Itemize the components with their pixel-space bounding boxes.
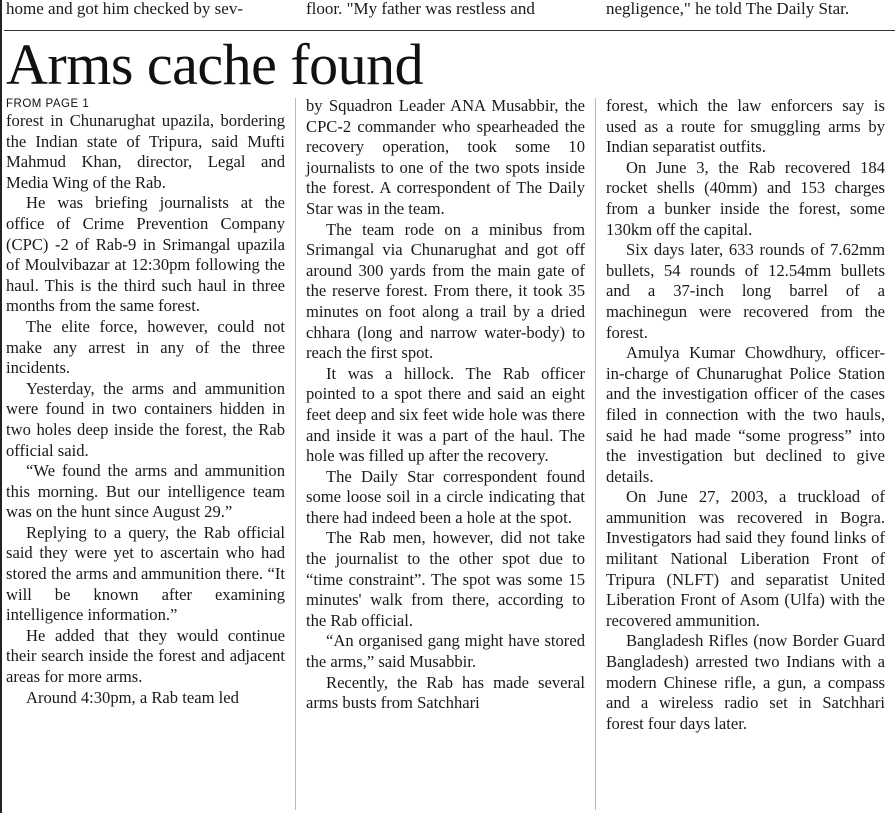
article-column-3 [606, 96, 885, 734]
paragraph: forest in Chunarughat upazila, bordering the Indian state of Tripura, said Mufti Mahmud Khan, director, Legal and Media Wing of the Rab. [6, 111, 285, 192]
paragraph: by Squadron Leader ANA Musabbir, the CPC-2 commander who spearheaded the recovery operation, took some 10 journalists to one of the two spots inside the forest. A correspondent of The Daily Star was in the team. [306, 96, 585, 218]
previous-article-tail [6, 0, 891, 22]
column-rule [595, 98, 596, 810]
previous-article-line-col2: floor. "My father was restless and [306, 0, 535, 18]
paragraph: It was a hillock. The Rab officer pointed to a spot there and said an eight feet deep and six feet wide hole was there and inside it was a part of the haul. The hole was filled up after the recovery. [306, 363, 585, 466]
jump-label: FROM PAGE 1 [6, 98, 90, 110]
paragraph: He added that they would continue their search inside the forest and adjacent areas for more arms. [6, 625, 285, 687]
left-margin-rule [0, 0, 2, 813]
paragraph: Six days later, 633 rounds of 7.62mm bullets, 54 rounds of 12.54mm bullets and a 37-inch long barrel of a machinegun were recovered from the forest. [606, 240, 885, 342]
paragraph: The Rab men, however, did not take the journalist to the other spot due to “time constraint”. The spot was some 15 minutes' walk from there, according to the Rab official. [306, 528, 585, 630]
paragraph: Replying to a query, the Rab official said they were yet to ascertain who had stored the arms and ammunition there. “It will be known after examining intelligence information.” [6, 522, 285, 625]
article-column-2 [306, 96, 585, 714]
headline: Arms cache found [6, 32, 424, 97]
paragraph: The elite force, however, could not make any arrest in any of the three incidents. [6, 316, 285, 378]
paragraph: Amulya Kumar Chowdhury, officer-in-charge of Chunarughat Police Station and the investigation officer of the cases filed in connection with the two hauls, said he had made “some progress” into the investigation but declined to give details. [606, 343, 885, 486]
previous-article-line-col3: negligence," he told The Daily Star. [606, 0, 850, 18]
section-divider [4, 30, 895, 31]
paragraph: The team rode on a minibus from Srimangal via Chunarughat and got off around 300 yards from the main gate of the reserve forest. From there, it took 35 minutes on foot along a trail by a dried chhara (long and narrow water-body) to reach the first spot. [306, 219, 585, 363]
paragraph: The Daily Star correspondent found some loose soil in a circle indicating that there had indeed been a hole at the spot. [306, 466, 585, 527]
paragraph: “An organised gang might have stored the arms,” said Musabbir. [306, 631, 585, 672]
previous-article-line-col1: home and got him checked by sev- [6, 0, 243, 18]
article-column-1 [6, 98, 285, 708]
paragraph: Around 4:30pm, a Rab team led [26, 687, 239, 707]
paragraph: “We found the arms and ammunition this morning. But our intelligence team was on the hunt since August 29.” [6, 461, 285, 522]
column-rule [295, 98, 296, 810]
paragraph: On June 27, 2003, a truckload of ammunition was recovered in Bogra. Investigators had said they found links of militant National Liberation Front of Tripura (NLFT) and separatist United Liberation Front of Asom (Ulfa) with the recovered ammunition. [606, 487, 885, 630]
paragraph: Recently, the Rab has made several arms busts from Satchhari [306, 672, 585, 713]
paragraph: forest, which the law enforcers say is used as a route for smuggling arms by Indian separatist outfits. [606, 96, 885, 157]
paragraph: He was briefing journalists at the office of Crime Prevention Company (CPC) -2 of Rab-9 in Srimangal upazila of Moulvibazar at 12:30pm following the haul. This is the third such haul in three months from the same forest. [6, 193, 285, 316]
paragraph: Bangladesh Rifles (now Border Guard Bangladesh) arrested two Indians with a modern Chinese rifle, a gun, a compass and a wireless radio set in Satchhari forest four days later. [606, 631, 885, 733]
paragraph: On June 3, the Rab recovered 184 rocket shells (40mm) and 153 charges from a bunker inside the forest, some 130km off the capital. [606, 157, 885, 239]
paragraph: Yesterday, the arms and ammunition were found in two containers hidden in two holes deep inside the forest, the Rab official said. [6, 378, 285, 460]
